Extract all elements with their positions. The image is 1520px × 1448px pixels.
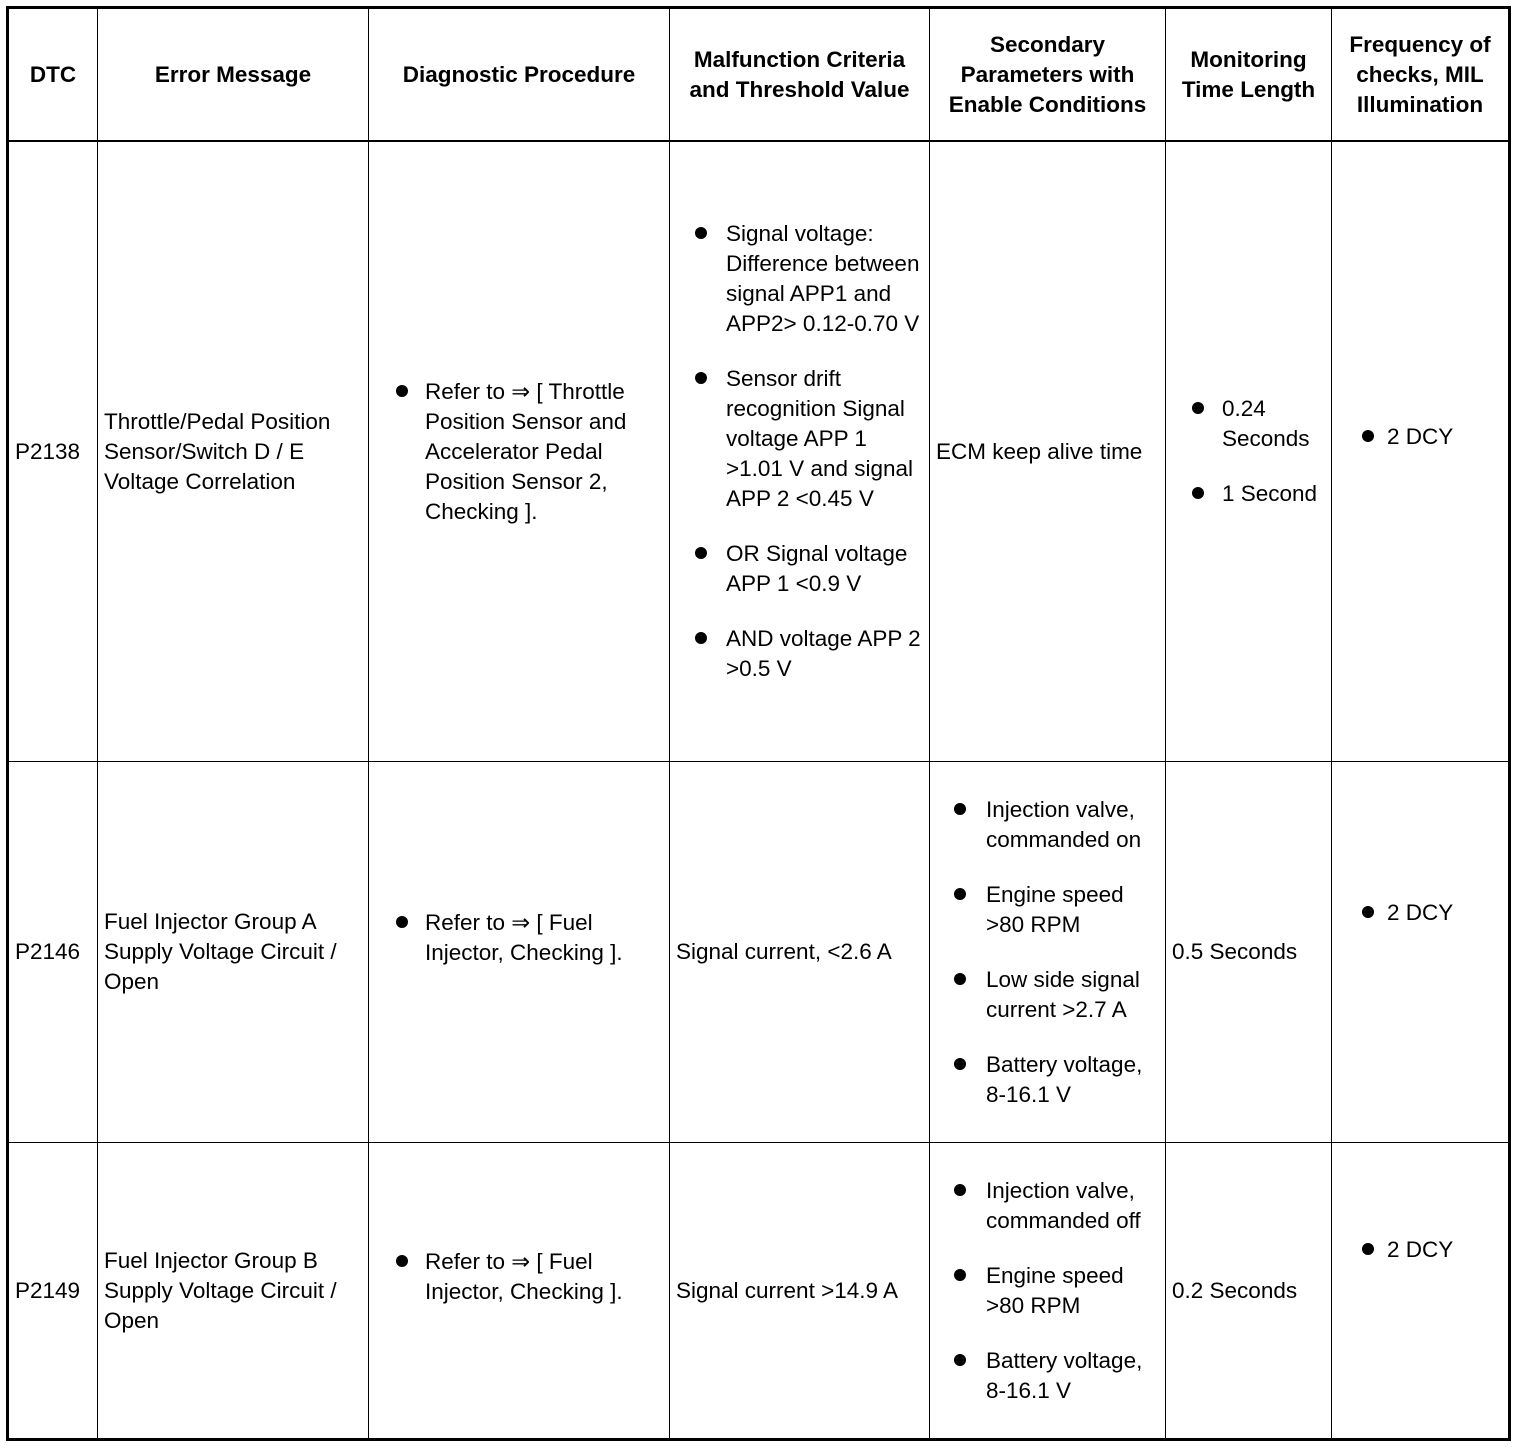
monitoring-time: 0.2 Seconds bbox=[1166, 1143, 1332, 1440]
malfunction-criteria bbox=[670, 141, 930, 762]
secondary-parameters: ECM keep alive time bbox=[930, 141, 1166, 762]
secondary-item: Battery voltage, 8-16.1 V bbox=[936, 1346, 1159, 1406]
dtc-code: P2138 bbox=[8, 141, 98, 762]
frequency-item: 2 DCY bbox=[1338, 422, 1502, 452]
error-message: Fuel Injector Group A Supply Voltage Circuit / Open bbox=[98, 762, 369, 1143]
dtc-code: P2149 bbox=[8, 1143, 98, 1440]
malfunction-item: OR Signal voltage APP 1 <0.9 V bbox=[676, 539, 923, 599]
header-frequency: Frequency of checks, MIL Illumination bbox=[1332, 8, 1510, 142]
header-dtc: DTC bbox=[8, 8, 98, 142]
header-row bbox=[8, 8, 1510, 142]
malfunction-item: Sensor drift recognition Signal voltage APP 1 >1.01 V and signal APP 2 <0.45 V bbox=[676, 364, 923, 514]
dtc-code: P2146 bbox=[8, 762, 98, 1143]
diagnostic-procedure bbox=[369, 141, 670, 762]
malfunction-criteria: Signal current >14.9 A bbox=[670, 1143, 930, 1440]
diagnostic-procedure bbox=[369, 762, 670, 1143]
secondary-item: Low side signal current >2.7 A bbox=[936, 965, 1159, 1025]
secondary-parameters bbox=[930, 762, 1166, 1143]
secondary-item: Injection valve, commanded off bbox=[936, 1176, 1159, 1236]
secondary-item: Injection valve, commanded on bbox=[936, 795, 1159, 855]
malfunction-item: AND voltage APP 2 >0.5 V bbox=[676, 624, 923, 684]
secondary-item: Engine speed >80 RPM bbox=[936, 1261, 1159, 1321]
monitoring-time bbox=[1166, 141, 1332, 762]
frequency bbox=[1332, 141, 1510, 762]
table-row bbox=[8, 762, 1510, 1143]
error-message: Fuel Injector Group B Supply Voltage Circuit / Open bbox=[98, 1143, 369, 1440]
error-message: Throttle/Pedal Position Sensor/Switch D / E Voltage Correlation bbox=[98, 141, 369, 762]
header-malfunction-criteria: Malfunction Criteria and Threshold Value bbox=[670, 8, 930, 142]
table-row bbox=[8, 141, 1510, 762]
malfunction-item: Signal voltage: Difference between signal APP1 and APP2> 0.12-0.70 V bbox=[676, 219, 923, 339]
procedure-item: Refer to ⇒ [ Fuel Injector, Checking ]. bbox=[375, 908, 663, 968]
table-row bbox=[8, 1143, 1510, 1440]
monitoring-time: 0.5 Seconds bbox=[1166, 762, 1332, 1143]
header-diagnostic-procedure: Diagnostic Procedure bbox=[369, 8, 670, 142]
procedure-item: Refer to ⇒ [ Fuel Injector, Checking ]. bbox=[375, 1247, 663, 1307]
diagnostic-procedure bbox=[369, 1143, 670, 1440]
header-error-message: Error Message bbox=[98, 8, 369, 142]
frequency-item: 2 DCY bbox=[1338, 898, 1502, 928]
monitoring-item: 0.24 Seconds bbox=[1172, 394, 1325, 454]
frequency-item: 2 DCY bbox=[1338, 1235, 1502, 1265]
dtc-table bbox=[6, 6, 1511, 1441]
monitoring-item: 1 Second bbox=[1172, 479, 1325, 509]
procedure-item: Refer to ⇒ [ Throttle Position Sensor and Accelerator Pedal Position Sensor 2, Checking ]. bbox=[375, 377, 663, 527]
malfunction-criteria: Signal current, <2.6 A bbox=[670, 762, 930, 1143]
secondary-item: Battery voltage, 8-16.1 V bbox=[936, 1050, 1159, 1110]
secondary-item: Engine speed >80 RPM bbox=[936, 880, 1159, 940]
frequency bbox=[1332, 1143, 1510, 1440]
frequency bbox=[1332, 762, 1510, 1143]
header-monitoring-time: Monitoring Time Length bbox=[1166, 8, 1332, 142]
secondary-parameters bbox=[930, 1143, 1166, 1440]
header-secondary-parameters: Secondary Parameters with Enable Conditions bbox=[930, 8, 1166, 142]
dtc-table-page bbox=[6, 6, 1508, 1441]
